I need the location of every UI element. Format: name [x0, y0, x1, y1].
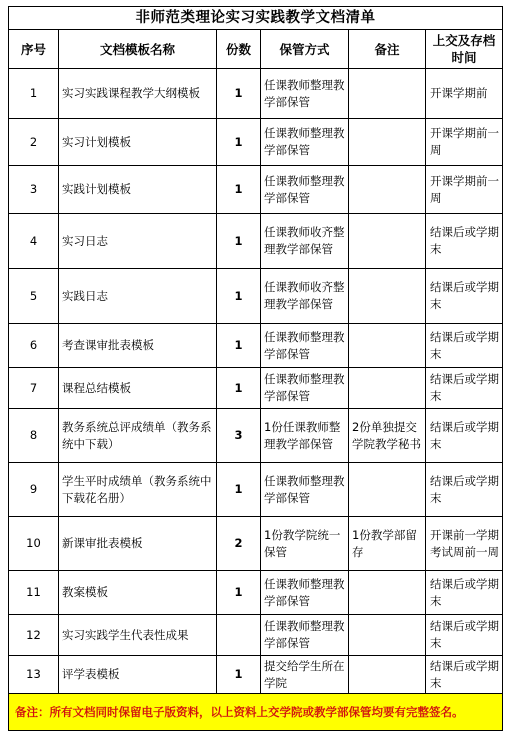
table-row: [9, 615, 503, 656]
row-count: 1: [217, 463, 261, 517]
row-name: 教案模板: [59, 571, 217, 615]
row-time: 开课学期前: [426, 69, 503, 119]
row-count: 2: [217, 517, 261, 571]
row-storage: 任课教师整理教学部保管: [261, 166, 349, 214]
row-index: 12: [9, 615, 59, 656]
table-row: [9, 214, 503, 269]
row-count: 1: [217, 571, 261, 615]
row-time: 开课学期前一周: [426, 119, 503, 166]
row-note: [349, 571, 426, 615]
row-index: 7: [9, 368, 59, 409]
row-name: 学生平时成绩单（教务系统中下载花名册）: [59, 463, 217, 517]
row-storage: 任课教师收齐整理教学部保管: [261, 269, 349, 324]
row-time: 开课前一学期考试周前一周: [426, 517, 503, 571]
table-row: [9, 69, 503, 119]
row-storage: 任课教师整理教学部保管: [261, 69, 349, 119]
table-row: [9, 368, 503, 409]
table-row: [9, 517, 503, 571]
row-index: 11: [9, 571, 59, 615]
row-index: 1: [9, 69, 59, 119]
table-row: [9, 269, 503, 324]
table-row: [9, 571, 503, 615]
row-name: 课程总结模板: [59, 368, 217, 409]
row-time: 结课后或学期末: [426, 571, 503, 615]
row-note: [349, 214, 426, 269]
row-name: 实习实践学生代表性成果: [59, 615, 217, 656]
row-count: 3: [217, 409, 261, 463]
row-note: [349, 166, 426, 214]
row-storage: 任课教师整理教学部保管: [261, 368, 349, 409]
row-storage: 任课教师整理教学部保管: [261, 571, 349, 615]
row-count: 1: [217, 368, 261, 409]
row-storage: 任课教师整理教学部保管: [261, 324, 349, 368]
row-time: 结课后或学期末: [426, 463, 503, 517]
row-time: 结课后或学期末: [426, 269, 503, 324]
table-title: 非师范类理论实习实践教学文档清单: [9, 7, 503, 30]
row-name: 考查课审批表模板: [59, 324, 217, 368]
col-header-storage: 保管方式: [261, 30, 349, 69]
row-time: 结课后或学期末: [426, 615, 503, 656]
document-sheet: [8, 6, 502, 731]
row-name: 实习计划模板: [59, 119, 217, 166]
table-row: [9, 166, 503, 214]
row-count: 1: [217, 69, 261, 119]
row-storage: 提交给学生所在学院: [261, 656, 349, 694]
row-note: [349, 656, 426, 694]
row-index: 4: [9, 214, 59, 269]
col-header-time: 上交及存档时间: [426, 30, 503, 69]
col-header-index: 序号: [9, 30, 59, 69]
table-row: [9, 324, 503, 368]
row-name: 实践计划模板: [59, 166, 217, 214]
row-time: 结课后或学期末: [426, 368, 503, 409]
row-time: 开课学期前一周: [426, 166, 503, 214]
row-time: 结课后或学期末: [426, 656, 503, 694]
table-row: [9, 656, 503, 694]
header-row: [9, 30, 503, 69]
row-index: 2: [9, 119, 59, 166]
row-count: 1: [217, 119, 261, 166]
row-count: [217, 615, 261, 656]
row-storage: 1份教学院统一保管: [261, 517, 349, 571]
row-note: [349, 119, 426, 166]
row-storage: 任课教师整理教学部保管: [261, 463, 349, 517]
footer-note: 备注：所有文档同时保留电子版资料，以上资料上交学院或教学部保管均要有完整签名。: [9, 694, 503, 731]
row-count: 1: [217, 214, 261, 269]
row-name: 教务系统总评成绩单（教务系统中下载）: [59, 409, 217, 463]
row-time: 结课后或学期末: [426, 409, 503, 463]
row-count: 1: [217, 324, 261, 368]
row-count: 1: [217, 166, 261, 214]
row-index: 13: [9, 656, 59, 694]
table-body: [9, 69, 503, 694]
row-index: 5: [9, 269, 59, 324]
row-index: 6: [9, 324, 59, 368]
row-note: [349, 324, 426, 368]
row-time: 结课后或学期末: [426, 214, 503, 269]
row-name: 实践日志: [59, 269, 217, 324]
row-storage: 任课教师整理教学部保管: [261, 615, 349, 656]
row-note: [349, 269, 426, 324]
row-count: 1: [217, 656, 261, 694]
row-note: [349, 615, 426, 656]
row-storage: 1份任课教师整理教学部保管: [261, 409, 349, 463]
row-index: 8: [9, 409, 59, 463]
row-time: 结课后或学期末: [426, 324, 503, 368]
col-header-note: 备注: [349, 30, 426, 69]
document-list-table: [8, 6, 503, 731]
row-note: 2份单独提交学院教学秘书: [349, 409, 426, 463]
table-row: [9, 463, 503, 517]
row-note: [349, 368, 426, 409]
row-name: 评学表模板: [59, 656, 217, 694]
col-header-name: 文档模板名称: [59, 30, 217, 69]
table-row: [9, 119, 503, 166]
row-name: 新课审批表模板: [59, 517, 217, 571]
row-storage: 任课教师收齐整理教学部保管: [261, 214, 349, 269]
row-note: [349, 463, 426, 517]
row-name: 实习实践课程教学大纲模板: [59, 69, 217, 119]
row-name: 实习日志: [59, 214, 217, 269]
row-count: 1: [217, 269, 261, 324]
row-note: [349, 69, 426, 119]
col-header-count: 份数: [217, 30, 261, 69]
table-row: [9, 409, 503, 463]
row-index: 3: [9, 166, 59, 214]
row-index: 9: [9, 463, 59, 517]
row-index: 10: [9, 517, 59, 571]
row-storage: 任课教师整理教学部保管: [261, 119, 349, 166]
row-note: 1份教学部留存: [349, 517, 426, 571]
